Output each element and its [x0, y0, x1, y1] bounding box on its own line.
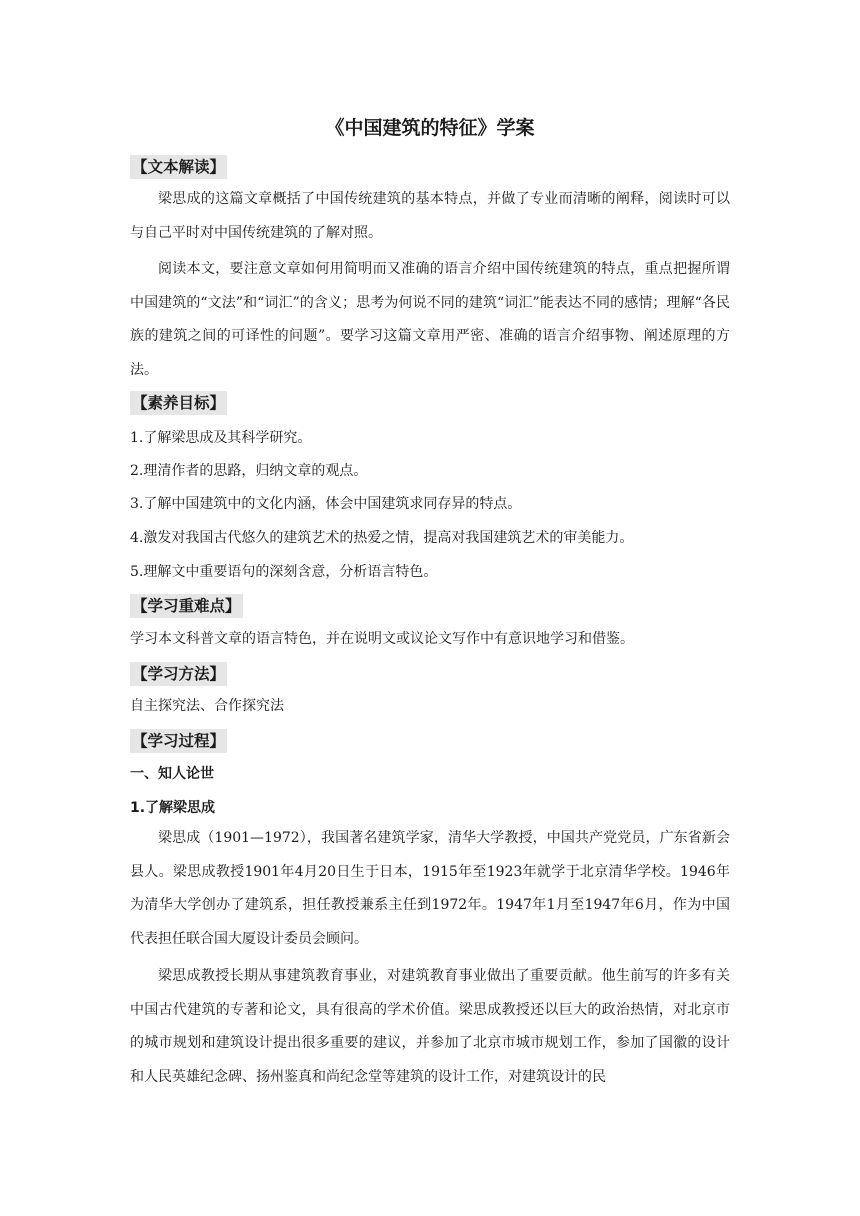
document-title: 《中国建筑的特征》学案 [325, 117, 535, 139]
goal-item: 3.了解中国建筑中的文化内涵，体会中国建筑求同存异的特点。 [130, 496, 522, 512]
subheading-level1: 一、知人论世 [130, 766, 214, 782]
paragraph: 梁思成的这篇文章概括了中国传统建筑的基本特点，并做了专业而清晰的阐释，阅读时可以与自己平时对中国传统建筑的了解对照。 [130, 191, 730, 241]
goal-item: 4.激发对我国古代悠久的建筑艺术的热爱之情，提高对我国建筑艺术的审美能力。 [130, 530, 634, 546]
methods-text: 自主探究法、合作探究法 [130, 698, 284, 714]
goal-item: 1.了解梁思成及其科学研究。 [130, 430, 312, 446]
section-heading-goals: 【素养目标】 [130, 391, 227, 415]
section-heading-key-points: 【学习重难点】 [130, 594, 243, 618]
goal-item: 5.理解文中重要语句的深刻含意，分析语言特色。 [130, 564, 438, 580]
paragraph: 梁思成（1901—1972），我国著名建筑学家，清华大学教授，中国共产党党员，广东省新会县人。梁思成教授1901年4月20日生于日本，1915年至1923年就学于北京清华学校。1946年为清华大学创办了建筑系，担任教授兼系主任到1972年。1947年1月至1947年6月，作为中国代表担任联合国大厦设计委员会顾问。 [130, 830, 730, 947]
subheading-level2: 1.了解梁思成 [130, 800, 216, 816]
paragraph: 阅读本文，要注意文章如何用简明而又准确的语言介绍中国传统建筑的特点，重点把握所谓中国建筑的“文法”和“词汇”的含义；思考为何说不同的建筑“词汇”能表达不同的感情；理解“各民族的建筑之间的可译性的问题”。要学习这篇文章用严密、准确的语言介绍事物、阐述原理的方法。 [130, 261, 730, 378]
section-heading-text-reading: 【文本解读】 [130, 155, 227, 179]
section-heading-process: 【学习过程】 [130, 729, 227, 753]
goal-item: 2.理清作者的思路，归纳文章的观点。 [130, 463, 368, 479]
section-heading-methods: 【学习方法】 [130, 662, 227, 686]
paragraph: 梁思成教授长期从事建筑教育事业，对建筑教育事业做出了重要贡献。他生前写的许多有关中国古代建筑的专著和论文，具有很高的学术价值。梁思成教授还以巨大的政治热情，对北京市的城市规划和建筑设计提出很多重要的建议，并参加了北京市城市规划工作，参加了国徽的设计和人民英雄纪念碑、扬州鉴真和尚纪念堂等建筑的设计工作，对建筑设计的民 [130, 968, 730, 1085]
key-points-text: 学习本文科普文章的语言特色，并在说明文或议论文写作中有意识地学习和借鉴。 [130, 631, 634, 647]
